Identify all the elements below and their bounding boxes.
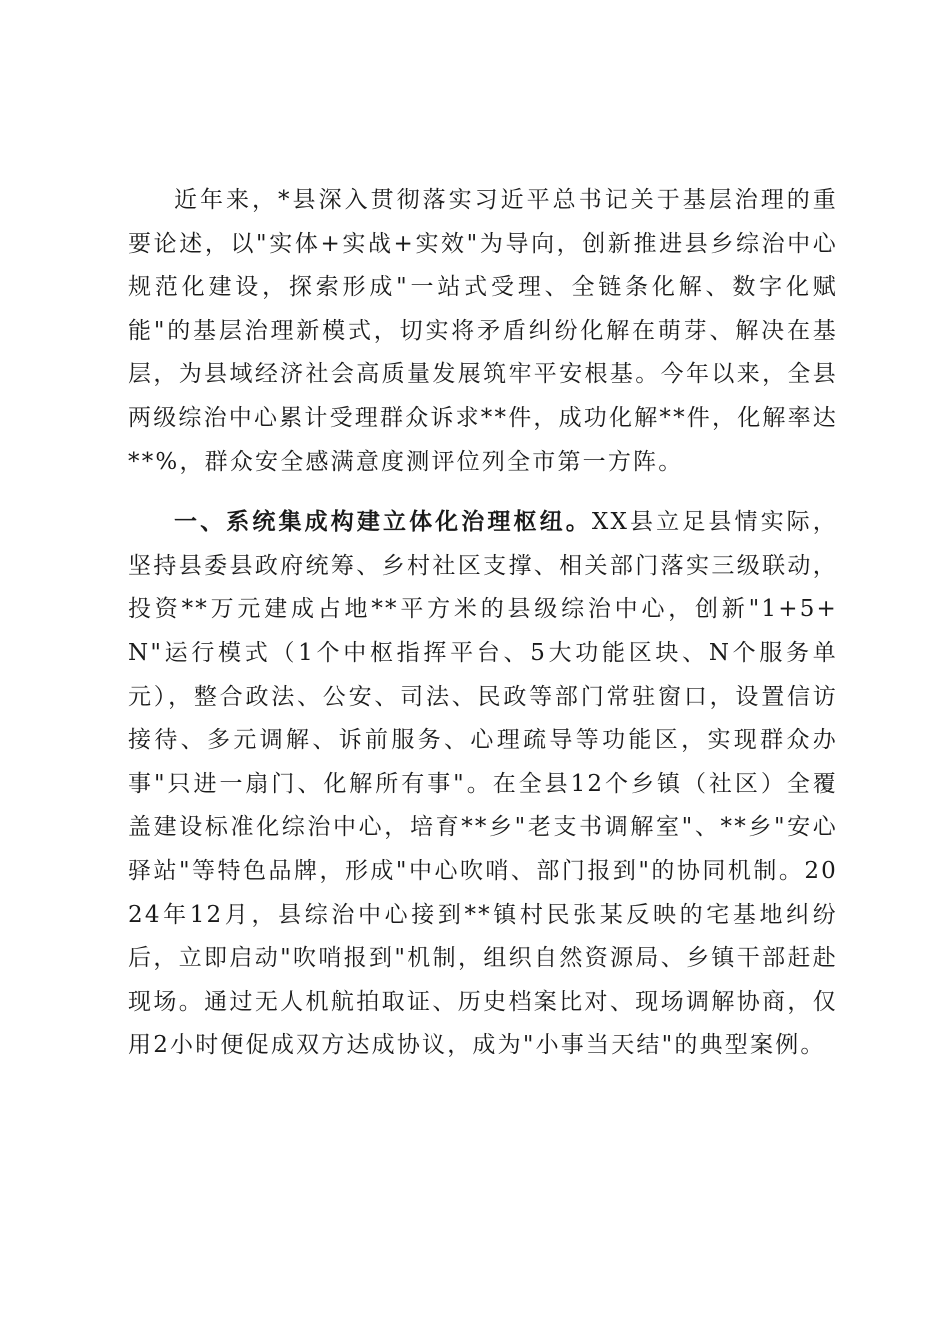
section-one-heading: 一、系统集成构建立体化治理枢纽。 (174, 509, 592, 536)
paragraph-section-one-text: XX县立足县情实际，坚持县委县政府统筹、乡村社区支撑、相关部门落实三级联动，投资**万元建成占地**平方米的县级综治中心，创新"1+5+N"运行模式（1个中枢指挥平台、5大功能区块、N个服务单元），整合政法、公安、司法、民政等部门常驻窗口，设置信访接待、多元调解、诉前服务、心理疏导等功能区，实现群众办事"只进一扇门、化解所有事"。在全县12个乡镇（社区）全覆盖建设标准化综治中心，培育**乡"老支书调解室"、**乡"安心驿站"等特色品牌，形成"中心吹哨、部门报到"的协同机制。2024年12月，县综治中心接到**镇村民张某反映的宅基地纠纷后，立即启动"吹哨报到"机制，组织自然资源局、乡镇干部赶赴现场。通过无人机航拍取证、历史档案比对、现场调解协商，仅用2小时便促成双方达成协议，成为"小事当天结"的典型案例。 (128, 509, 839, 1059)
paragraph-intro-text: 近年来，*县深入贯彻落实习近平总书记关于基层治理的重要论述，以"实体+实战+实效"为导向，创新推进县乡综治中心规范化建设，探索形成"一站式受理、全链条化解、数字化赋能"的基层治理新模式，切实将矛盾纠纷化解在萌芽、解决在基层，为县域经济社会高质量发展筑牢平安根基。今年以来，全县两级综治中心累计受理群众诉求**件，成功化解**件，化解率达**%，群众安全感满意度测评位列全市第一方阵。 (128, 187, 838, 475)
document-body (128, 179, 838, 1068)
paragraph-section-one (128, 501, 838, 1068)
paragraph-intro (128, 179, 838, 484)
